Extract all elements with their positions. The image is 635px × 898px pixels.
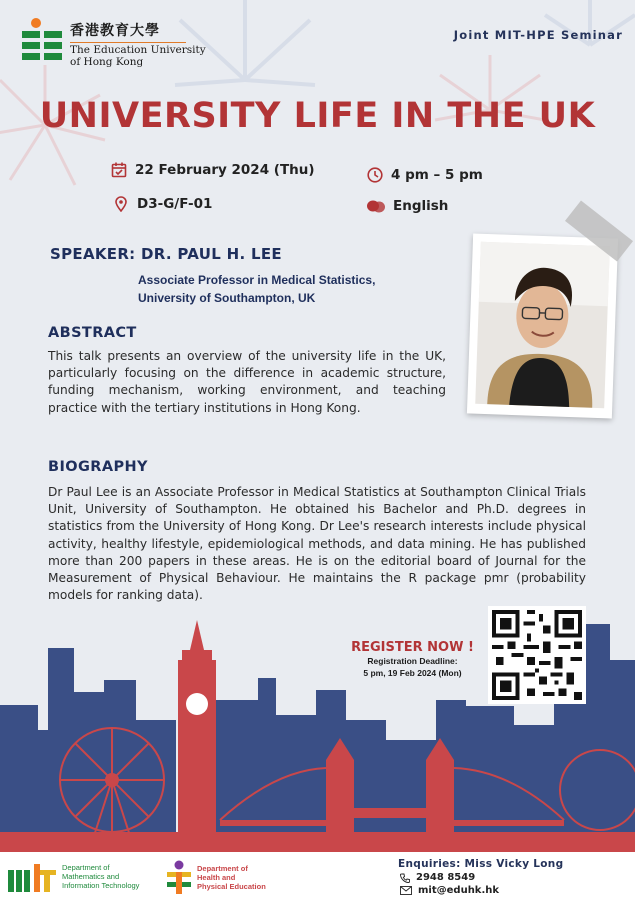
contact-email — [400, 885, 499, 896]
enquiries-contact: Enquiries: Miss Vicky Long — [398, 858, 564, 870]
speaker-role — [138, 271, 375, 307]
event-language — [367, 198, 448, 214]
registration-qr-code[interactable] — [488, 606, 586, 704]
register-callout — [345, 640, 480, 679]
email-address[interactable]: mit@eduhk.hk — [418, 885, 500, 896]
speaker-portrait — [467, 234, 618, 419]
institution-name-en-line2: of Hong Kong — [70, 56, 144, 68]
dept1-line2: Mathematics and — [62, 871, 120, 881]
dept-mit-logo — [8, 860, 139, 892]
speaker-photo — [467, 234, 618, 419]
calendar-icon — [111, 162, 127, 178]
event-venue-text: D3-G/F-01 — [137, 196, 213, 212]
dept2-line3: Physical Education — [197, 881, 266, 891]
event-date-text: 22 February 2024 (Thu) — [135, 162, 315, 178]
speaker-role-line1: Associate Professor in Medical Statistics, — [138, 273, 376, 287]
biography-text: Dr Paul Lee is an Associate Professor in Medical Statistics at Southampton Clinical Trials Unit, University of Southampton. He obtained his Bachelor and Ph.D. degrees in statistics from the University of Hong Kong. Dr Lee's research interests include physical activity, healthy lifestyle, epidemiological methods, and data mining. He has published more than 200 papers in these areas. He is on the editorial board of Journal for the Measurement of Physical Behaviour. He maintains the R package pmr (probability models for ranking data). — [48, 485, 586, 603]
email-icon — [400, 886, 412, 895]
biography-heading: BIOGRAPHY — [48, 459, 148, 475]
abstract-heading: ABSTRACT — [48, 325, 137, 341]
dept1-line3: Information Technology — [62, 880, 140, 890]
hpe-logo-icon — [165, 860, 193, 894]
dept2-line1: Department of — [197, 863, 248, 873]
language-icon — [367, 198, 385, 214]
event-title: UNIVERSITY LIFE IN THE UK — [39, 96, 596, 136]
institution-logo-text — [70, 20, 206, 68]
event-venue — [113, 196, 212, 212]
dept1-line1: Department of — [62, 862, 110, 872]
dept2-line2: Health and — [197, 872, 236, 882]
clock-icon — [367, 167, 383, 183]
institution-name-cn: 香港教育大學 — [70, 23, 160, 39]
register-title: REGISTER NOW ! — [351, 640, 474, 655]
dept-hpe-logo — [165, 860, 266, 894]
speaker-name: SPEAKER: DR. PAUL H. LEE — [50, 245, 282, 263]
phone-number[interactable]: 2948 8549 — [416, 872, 476, 883]
abstract-text: This talk presents an overview of the university life in the UK, particularly focusing on the difference in academic structure, funding mechanism, working environment, and teaching practice with the tertiary institutions in Hong Kong. — [48, 349, 446, 415]
event-time — [367, 167, 483, 183]
phone-icon — [400, 873, 410, 883]
speaker-role-line2: University of Southampton, UK — [138, 291, 316, 305]
contact-phone — [400, 872, 475, 883]
event-time-text: 4 pm – 5 pm — [391, 167, 483, 183]
event-language-text: English — [393, 198, 449, 214]
institution-name-en-line1: The Education University — [70, 44, 206, 56]
registration-deadline-label: Registration Deadline: — [367, 656, 458, 666]
location-pin-icon — [113, 196, 129, 212]
event-date — [111, 162, 315, 178]
registration-deadline: 5 pm, 19 Feb 2024 (Mon) — [363, 668, 462, 678]
mit-logo-icon — [8, 860, 58, 892]
eduhk-logo-icon — [22, 18, 64, 64]
seminar-label: Joint MIT-HPE Seminar — [453, 28, 623, 42]
